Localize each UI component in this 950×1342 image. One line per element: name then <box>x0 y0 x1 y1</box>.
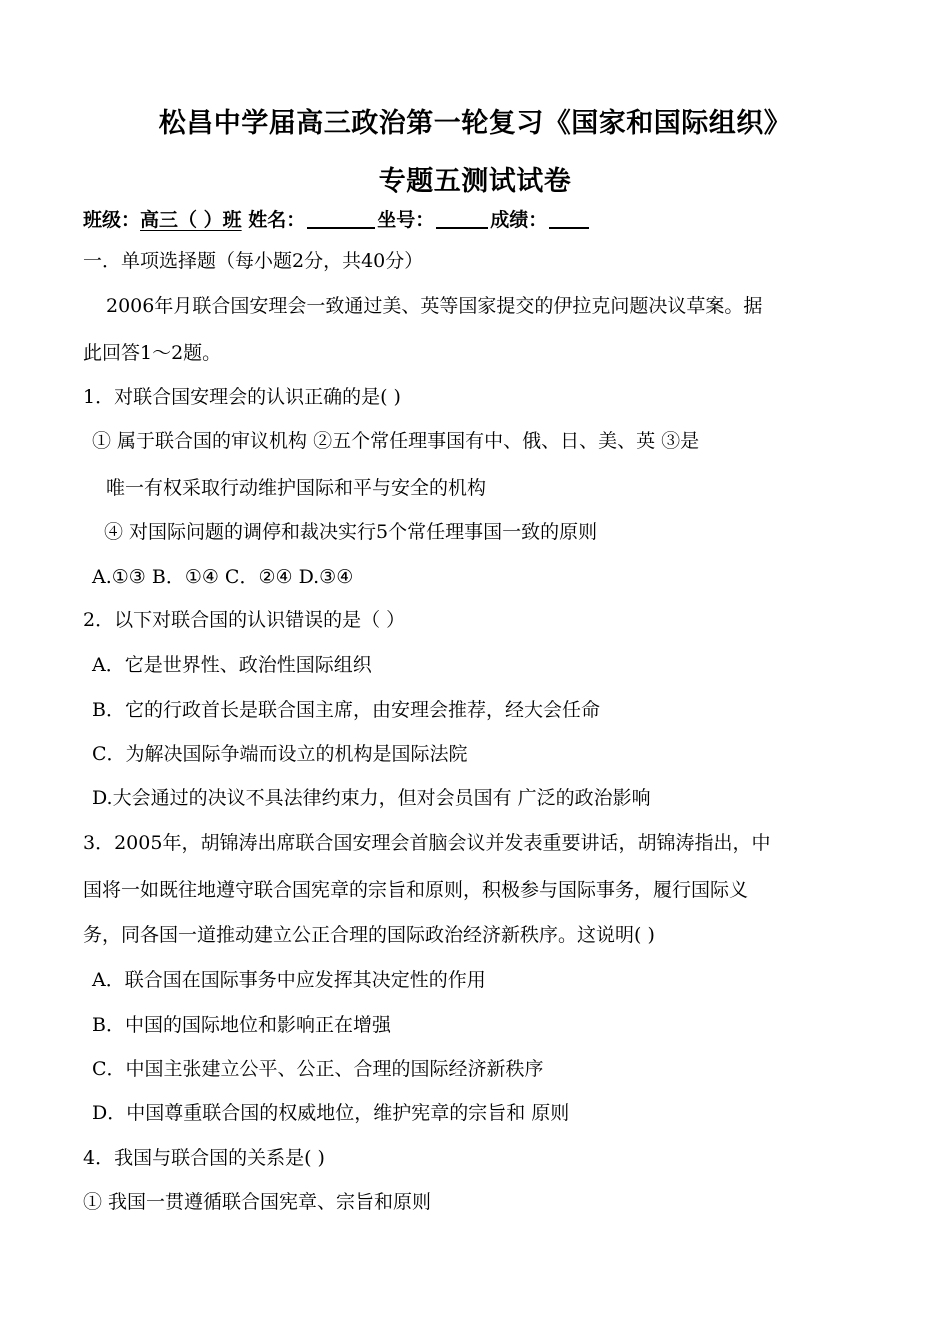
class-value: 高三（ ）班 <box>140 209 242 231</box>
class-label: 班级： <box>83 209 141 231</box>
question-stem: 此回答1～2题。 <box>83 342 222 364</box>
name-blank <box>307 207 375 229</box>
seat-blank <box>436 207 488 229</box>
question-text: 4．我国与联合国的关系是( ) <box>83 1147 325 1169</box>
question-stem: 2006年月联合国安理会一致通过美、英等国家提交的伊拉克问题决议草案。据 <box>106 295 763 317</box>
section-heading: 一．单项选择题（每小题2分，共40分） <box>83 250 424 272</box>
document-title: 松昌中学届高三政治第一轮复习《国家和国际组织》 <box>158 108 792 139</box>
answer-choice: B．它的行政首长是联合国主席，由安理会推荐，经大会任命 <box>92 699 600 721</box>
question-text: 1．对联合国安理会的认识正确的是( ) <box>83 386 401 408</box>
question-text: 国将一如既往地遵守联合国宪章的宗旨和原则，积极参与国际事务，履行国际义 <box>83 879 749 901</box>
answer-choice: C．中国主张建立公平、公正、合理的国际经济新秩序 <box>92 1058 544 1080</box>
name-label: 姓名： <box>248 209 306 231</box>
answer-choice: D．中国尊重联合国的权威地位，维护宪章的宗旨和 原则 <box>92 1102 570 1124</box>
question-text: 3．2005年，胡锦涛出席联合国安理会首脑会议并发表重要讲话，胡锦涛指出，中 <box>83 832 771 854</box>
score-label: 成绩： <box>490 209 548 231</box>
question-text: 务，同各国一道推动建立公正合理的国际政治经济新秩序。这说明( ) <box>83 924 655 946</box>
answer-choice: C．为解决国际争端而设立的机构是国际法院 <box>92 743 468 765</box>
answer-choices: A.①③ B．①④ C．②④ D.③④ <box>92 566 354 588</box>
seat-label: 坐号： <box>377 209 435 231</box>
question-option: ① 我国一贯遵循联合国宪章、宗旨和原则 <box>83 1191 432 1213</box>
question-option: 唯一有权采取行动维护国际和平与安全的机构 <box>106 477 487 499</box>
answer-choice: D.大会通过的决议不具法律约束力，但对会员国有 广泛的政治影响 <box>92 787 651 809</box>
question-option: ④ 对国际问题的调停和裁决实行5个常任理事国一致的原则 <box>104 521 598 543</box>
score-blank <box>549 207 589 229</box>
question-option: ① 属于联合国的审议机构 ②五个常任理事国有中、俄、日、美、英 ③是 <box>92 430 700 452</box>
answer-choice: A．它是世界性、政治性国际组织 <box>92 654 372 676</box>
answer-choice: B．中国的国际地位和影响正在增强 <box>92 1014 391 1036</box>
question-text: 2．以下对联合国的认识错误的是（ ） <box>83 609 406 631</box>
student-info-line <box>83 205 591 232</box>
document-subtitle: 专题五测试试卷 <box>378 166 572 197</box>
answer-choice: A．联合国在国际事务中应发挥其决定性的作用 <box>92 969 486 991</box>
